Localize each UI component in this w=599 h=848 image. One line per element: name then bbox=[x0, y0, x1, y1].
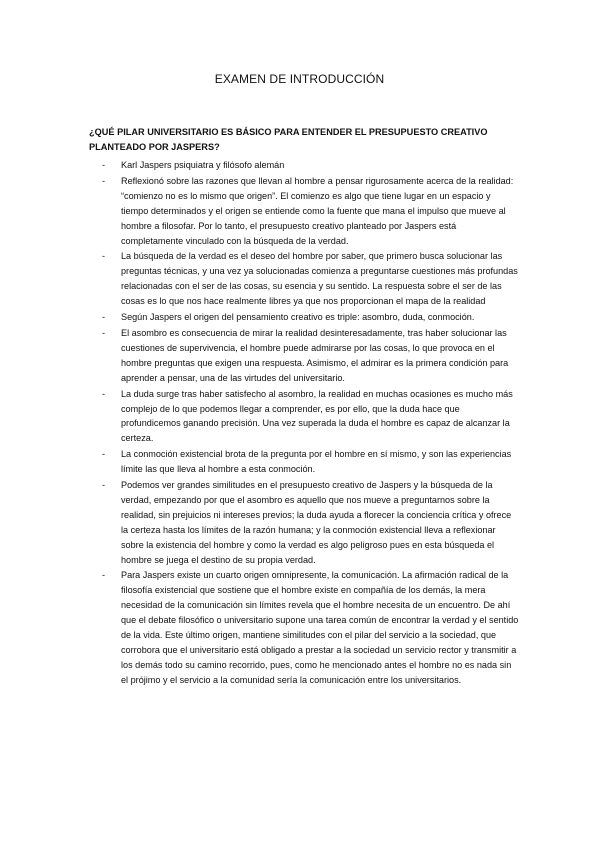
bullet-text: La conmoción existencial brota de la pregunta por el hombre en sí mismo, y son las experiencias límite las que lleva al hombre a esta conmoción. bbox=[121, 449, 512, 475]
bullet-item bbox=[89, 387, 519, 447]
document-title: EXAMEN DE INTRODUCCIÓN bbox=[214, 72, 385, 86]
bullet-dash: - bbox=[102, 175, 106, 186]
bullet-item bbox=[89, 158, 519, 173]
bullet-dash: - bbox=[102, 480, 106, 491]
exam-question: ¿QUÉ PILAR UNIVERSITARIO ES BÁSICO PARA ENTENDER EL PRESUPUESTO CREATIVO PLANTEADO POR JASPERS? bbox=[89, 127, 488, 152]
bullet-item bbox=[89, 568, 519, 687]
bullet-dash: - bbox=[102, 160, 106, 170]
bullet-item bbox=[89, 310, 519, 325]
answer-bullet-list bbox=[89, 158, 519, 689]
bullet-dash: - bbox=[102, 312, 106, 323]
bullet-text: Para Jaspers existe un cuarto origen omnipresente, la comunicación. La afirmación radical de la filosofía existencial que sostiene que el hombre existe en compañía de los demás, la mera necesidad de la comunicación sin límites revela que el hombre necesita de un encuentro. De ahí que el debate filosófico o universitario supone una tarea común de encontrar la verdad y el sentido de la vida. Este último origen, mantiene similitudes con el pilar del servicio a la sociedad, que corrobora que el universitario está obligado a prestar a la sociedad un servicio rector y transmitir a los demás todo su camino recorrido, pues, como he mencionado antes el hombre no es nada sin el prójimo y el servicio a la comunidad sería la comunicación entre los universitarios. bbox=[121, 570, 519, 685]
bullet-dash: - bbox=[102, 327, 106, 338]
bullet-text: Karl Jaspers psiquiatra y filósofo alemán bbox=[121, 160, 285, 170]
bullet-text: Según Jaspers el origen del pensamiento creativo es triple: asombro, duda, conmoción. bbox=[121, 312, 475, 323]
bullet-dash: - bbox=[102, 449, 106, 460]
bullet-item bbox=[89, 326, 519, 386]
bullet-text: Podemos ver grandes similitudes en el presupuesto creativo de Jaspers y la búsqueda de la verdad, empezando por que el asombro es aquello que nos mueve a preguntarnos sobre la realidad, sin prejuicios ni intereses previos; la duda ayuda a florecer la conciencia crítica y ofrece la certeza hasta los límites de la razón humana; y la conmoción existencial lleva a reflexionar sobre la existencia del hombre y como la verdad es algo peligroso pues en esta búsqueda el hombre se juega el destino de su propia verdad. bbox=[121, 480, 512, 565]
bullet-item bbox=[89, 249, 519, 309]
bullet-dash: - bbox=[102, 388, 106, 399]
bullet-item bbox=[89, 174, 519, 249]
bullet-dash: - bbox=[102, 251, 106, 262]
bullet-dash: - bbox=[102, 570, 106, 581]
bullet-item bbox=[89, 478, 519, 567]
bullet-text: Reflexionó sobre las razones que llevan al hombre a pensar rigurosamente acerca de la realidad: “comienzo no es lo mismo que origen”. El comienzo es algo que tiene lugar en un espacio y tiempo determinados y el origen se entiende como la fuente que mana el impulso que mueve al hombre a filosofar. Por lo tanto, el presupuesto creativo planteado por Jaspers está completamente vinculado con la búsqueda de la verdad. bbox=[121, 175, 514, 246]
bullet-item bbox=[89, 447, 519, 477]
bullet-text: La búsqueda de la verdad es el deseo del hombre por saber, que primero busca solucionar las preguntas técnicas, y una vez ya solucionadas comienza a preguntarse cuestiones más profundas relacionadas con el ser de las cosas, su esencia y su sentido. La respuesta sobre el ser de las cosas es lo que nos hace realmente libres ya que nos proporcionan el mapa de la realidad bbox=[121, 251, 518, 307]
bullet-text: La duda surge tras haber satisfecho al asombro, la realidad en muchas ocasiones es mucho más complejo de lo que podemos llegar a comprender, es por ello, que la duda hace que profundicemos ganando precisión. Una vez superada la duda el hombre es capaz de alcanzar la certeza. bbox=[121, 388, 513, 444]
bullet-text: El asombro es consecuencia de mirar la realidad desinteresadamente, tras haber solucionar las cuestiones de supervivencia, el hombre puede admirarse por las cosas, lo que provoca en el hombre preguntas que exigen una respuesta. Asimismo, el admirar es la primera condición para aprender a pensar, una de las virtudes del universitario. bbox=[121, 327, 509, 383]
